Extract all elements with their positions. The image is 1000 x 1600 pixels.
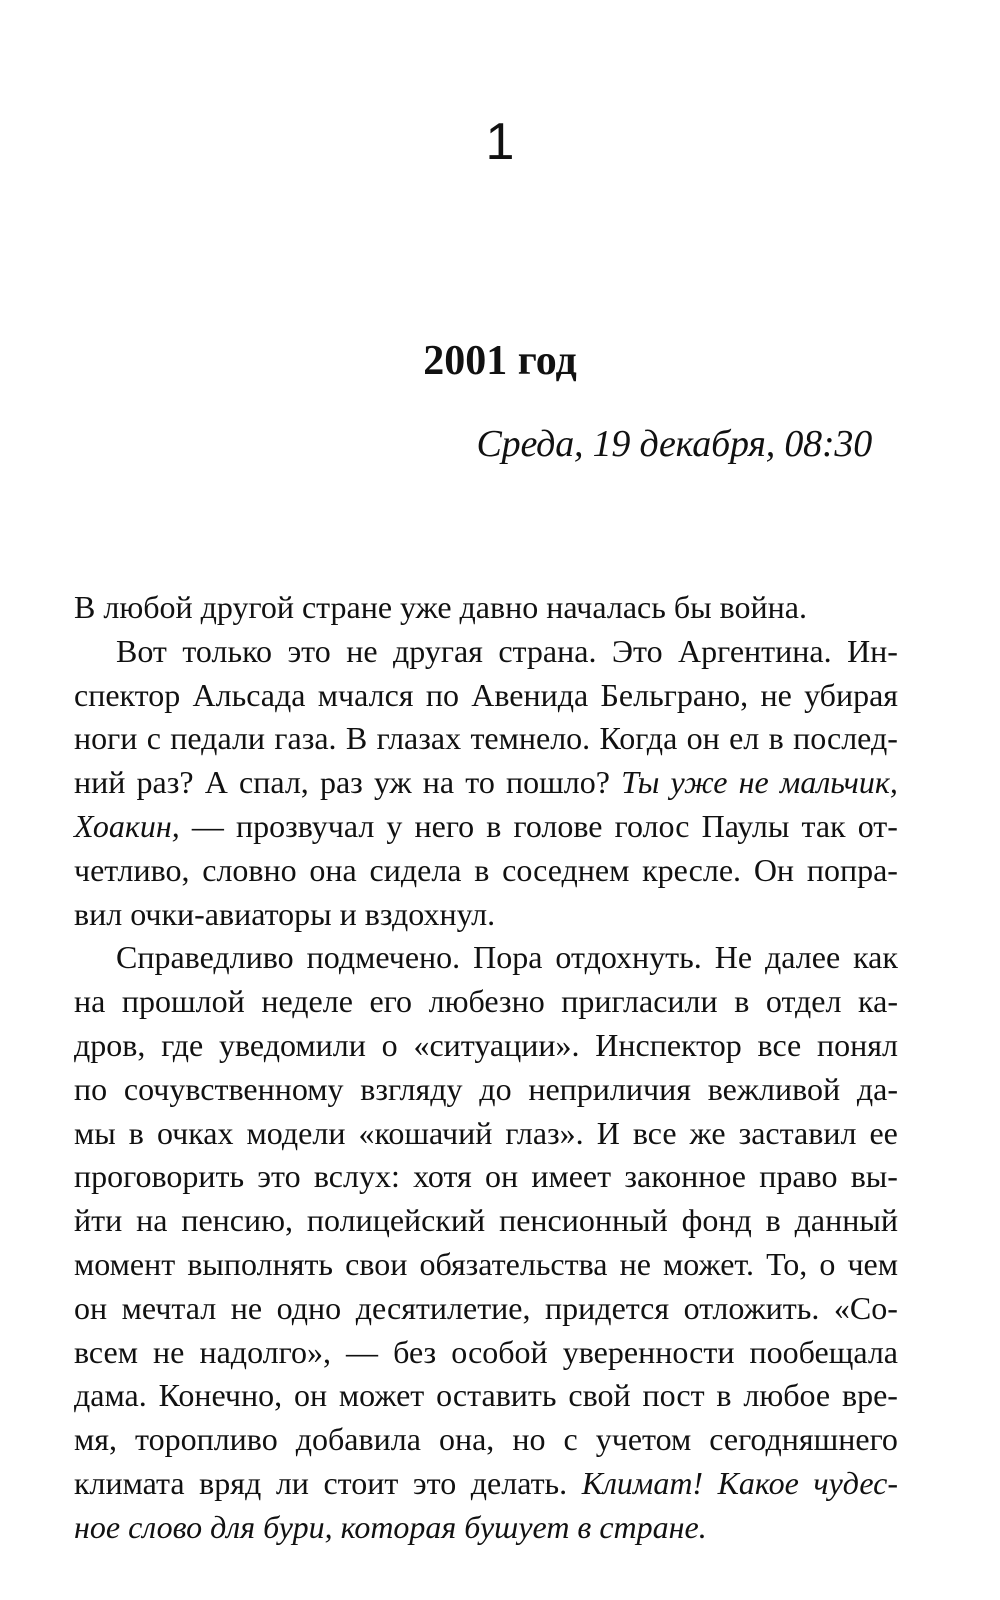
word: на [422,764,455,801]
word: прошлой [121,983,245,1020]
text-line [74,1112,898,1156]
word: неприличия [528,1070,691,1107]
text-run: вил очки-авиаторы и вздохнул. [74,895,496,932]
word: другая [392,632,483,669]
word: торопливо [135,1421,278,1458]
word: Вот [116,632,167,669]
text-line [74,630,898,674]
word: раз [319,764,363,801]
word: пошло? [505,764,610,801]
word: у [386,807,403,844]
word: сидела [369,851,462,888]
text-line [74,1155,898,1199]
word: соседнем [502,851,630,888]
word: подмечено. [306,939,461,976]
word: Бельграно, [600,676,749,713]
word: пригласили [561,983,718,1020]
word: в [768,720,784,757]
word: Это [611,632,663,669]
word: спал, [239,764,309,801]
word: она, [438,1421,495,1458]
word: климата [74,1464,185,1501]
word: же [689,1114,726,1151]
word: Паулы [701,807,790,844]
word: словно [202,851,297,888]
chapter-number: 1 [485,113,515,171]
word: попра- [806,851,898,888]
word: отдел [765,983,842,1020]
italic-text: ное слово для бури, которая бушует в стране. [74,1508,707,1545]
word: это [257,1158,301,1195]
text-line [74,980,898,1024]
text-line [74,1462,898,1506]
text-line [74,849,898,893]
word: все [632,1114,677,1151]
text-line [74,717,898,761]
word: Какое [717,1464,799,1501]
word: чудес- [813,1464,898,1501]
word: отложить. [683,1289,820,1326]
word: законное [624,1158,746,1195]
text-line [74,805,898,849]
word: — [346,1333,379,1370]
word: раз? [136,764,194,801]
word: с [563,1421,578,1458]
word: десятилетие, [355,1289,531,1326]
word: может. [663,1245,754,1282]
text-line [74,1024,898,1068]
text-line [74,674,898,718]
word: по [425,676,459,713]
word: не [738,764,769,801]
word: пенсию, [181,1202,294,1239]
word: Аргентина. [678,632,832,669]
word: ка- [858,983,898,1020]
word: полицейский [306,1202,486,1239]
word: о [819,1245,836,1282]
word: него [414,807,475,844]
word: пообещала [749,1333,898,1370]
word: в [716,1377,732,1414]
word: очках [156,1114,234,1151]
word: свои [345,1245,408,1282]
word: он [484,1158,519,1195]
word: отдохнуть. [555,939,702,976]
word: неделе [261,983,353,1020]
word: Не [714,939,753,976]
word: глазах [376,720,462,757]
word: модели [246,1114,346,1151]
word: четливо, [74,851,190,888]
word: спектор [74,676,181,713]
word: имеет [531,1158,612,1195]
word: Ин- [847,632,898,669]
word: то [465,764,495,801]
word: ний [74,764,126,801]
word: до [479,1070,512,1107]
word: мчался [317,676,414,713]
word: То, [766,1245,808,1282]
text-line [74,1243,898,1287]
word: вслух: [313,1158,400,1195]
word: выполнять [187,1245,334,1282]
word: ноги [74,720,138,757]
word: вре- [841,1377,898,1414]
word: любое [743,1377,831,1414]
word: особой [451,1333,548,1370]
word: глаз». [505,1114,584,1151]
word: не [346,632,378,669]
word: ли [275,1464,309,1501]
word: Альсада [192,676,306,713]
word: с [146,720,161,757]
word: не [619,1245,651,1282]
word: мальчик, [779,764,898,801]
word: И [596,1114,620,1151]
word: сочувственному [123,1070,344,1107]
word: все [757,1026,802,1063]
word: ее [869,1114,898,1151]
word: — [191,807,224,844]
word: данный [794,1202,898,1239]
word: йти [74,1202,123,1239]
word: делать. [470,1464,568,1501]
word: обязательства [419,1245,608,1282]
word: оставить [436,1377,557,1414]
word: понял [817,1026,898,1063]
word: она [309,851,357,888]
word: без [393,1333,437,1370]
word: Он [753,851,795,888]
word: Ты [621,764,660,801]
word: газа. [274,720,337,757]
word: в [128,1114,144,1151]
word: но [512,1421,546,1458]
word: его [369,983,413,1020]
word: в [734,983,750,1020]
word: по [74,1070,108,1107]
word: «кошачий [358,1114,493,1151]
text-line [74,1418,898,1462]
word: хотя [413,1158,472,1195]
word: добавила [295,1421,421,1458]
word: темнело. [470,720,591,757]
word: Климат! [581,1464,704,1501]
word: как [853,939,898,976]
word: придется [545,1289,670,1326]
word: уже [670,764,728,801]
chapter-date-line: Среда, 19 декабря, 08:30 [476,423,872,465]
word: не [153,1333,185,1370]
word: вы- [850,1158,898,1195]
word: может [338,1377,425,1414]
word: заставил [738,1114,857,1151]
word: не [230,1289,263,1326]
chapter-year-heading: 2001 год [423,338,577,384]
word: страна. [498,632,597,669]
word: стоит [323,1464,399,1501]
word: да- [856,1070,898,1107]
word: вряд [199,1464,262,1501]
chapter-body-text [74,586,898,1550]
word: он [686,720,720,757]
word: в [486,807,502,844]
word: дама. [74,1377,147,1414]
word: прозвучал [235,807,375,844]
word: это [412,1464,457,1501]
word: любезно [428,983,545,1020]
word: мя, [74,1421,117,1458]
text-line [74,1506,898,1550]
paragraph [74,630,898,937]
word: фонд [681,1202,752,1239]
word: всем [74,1333,138,1370]
word: голове [513,807,603,844]
word: «Со- [833,1289,898,1326]
word: Справедливо [116,939,294,976]
word: от- [857,807,898,844]
word: педали [170,720,266,757]
paragraph [74,586,898,630]
word: он [293,1377,328,1414]
word: взгляду [360,1070,463,1107]
word: Инспектор [595,1026,742,1063]
text-line [74,936,898,980]
word: Хоакин, [74,807,180,844]
word: уж [373,764,412,801]
word: далее [765,939,841,976]
word: пост [642,1377,705,1414]
word: о [381,1026,398,1063]
word: свой [568,1377,631,1414]
word: пенсионный [499,1202,668,1239]
word: на [74,983,106,1020]
text-line [74,1287,898,1331]
word: мечтал [121,1289,217,1326]
word: послед- [793,720,898,757]
paragraph [74,936,898,1549]
word: не [760,676,792,713]
word: момент [74,1245,176,1282]
word: Авенида [471,676,589,713]
word: чем [847,1245,898,1282]
word: где [161,1026,204,1063]
word: проговорить [74,1158,245,1195]
text-line [74,1068,898,1112]
word: так [801,807,846,844]
word: уведомили [219,1026,366,1063]
word: вежливой [707,1070,841,1107]
word: Пора [473,939,543,976]
word: Когда [599,720,678,757]
text-line [74,761,898,805]
word: в [474,851,490,888]
word: уверенности [562,1333,735,1370]
word: сегодняшнего [709,1421,898,1458]
word: мы [74,1114,116,1151]
text-line [74,1331,898,1375]
word: голос [614,807,690,844]
word: «ситуации». [413,1026,580,1063]
word: одно [276,1289,342,1326]
word: право [759,1158,838,1195]
word: В [345,720,368,757]
word: кресле. [642,851,742,888]
text-line [74,1199,898,1243]
word: только [182,632,272,669]
word: убирая [804,676,898,713]
word: Конечно, [158,1377,283,1414]
text-line [74,893,898,937]
word: надолго», [199,1333,331,1370]
text-line [74,1374,898,1418]
word: учетом [595,1421,692,1458]
word: на [136,1202,168,1239]
text-run: В любой другой стране уже давно началась бы война. [74,589,807,625]
word: А [204,764,228,801]
word: в [765,1202,781,1239]
word: дров, [74,1026,146,1063]
word: ел [729,720,760,757]
text-line [74,586,898,630]
word: это [287,632,331,669]
word: он [74,1289,108,1326]
